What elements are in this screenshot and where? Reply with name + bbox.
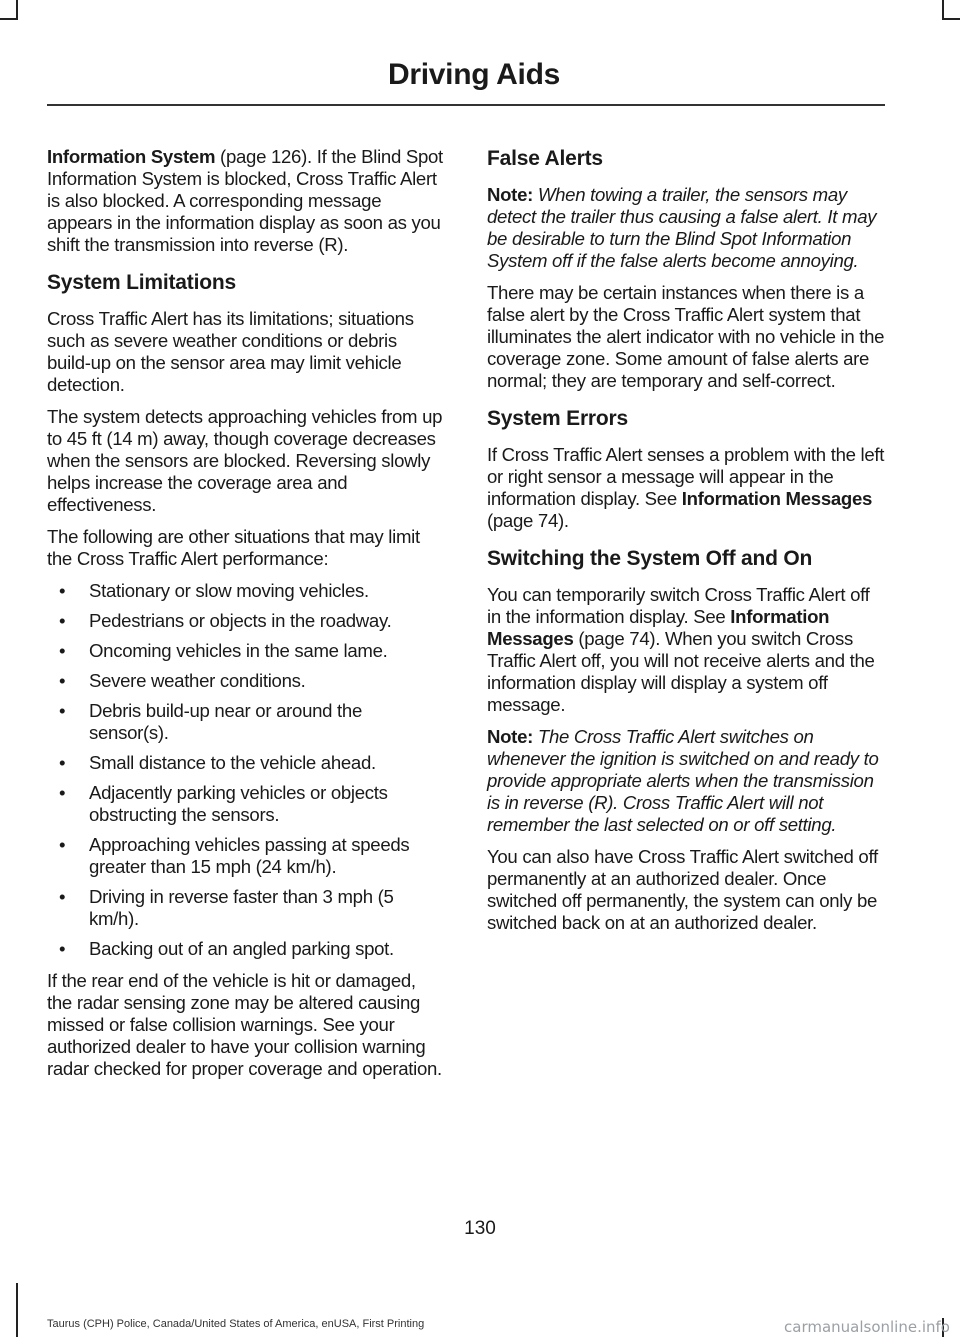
information-system-link[interactable]: Information System [47, 146, 216, 167]
list-item: • Pedestrians or objects in the roadway. [59, 610, 392, 631]
dealer-paragraph: You can also have Cross Traffic Alert switched off permanently at an authorized dealer. Once switched off permanently, the system can only be switched back on at an authorized dealer. [487, 846, 878, 933]
page-header-title: Driving Aids [388, 58, 560, 91]
limitations-paragraph: Cross Traffic Alert has its limitations; situations such as severe weather conditions or debris build-up on the sensor area may limit vehicle detection. [47, 308, 414, 395]
switching-paragraph: You can temporarily switch Cross Traffic Alert off in the information display. See Information Messages (page 74). When you switch Cross Traffic Alert off, you will not receive alerts and the information display will display a system off message. [487, 584, 875, 715]
information-messages-link[interactable]: Information Messages [487, 606, 830, 649]
right-column [487, 146, 885, 944]
crop-mark [16, 1283, 18, 1337]
other-situations-paragraph: The following are other situations that may limit the Cross Traffic Alert performance: [47, 526, 420, 569]
crop-mark [942, 0, 944, 20]
system-errors-paragraph: If Cross Traffic Alert senses a problem with the left or right sensor a message will appear in the information display. See Information Messages (page 74). [487, 444, 885, 531]
list-item: • Severe weather conditions. [59, 670, 306, 691]
crop-mark [942, 18, 960, 20]
list-item: • Driving in reverse faster than 3 mph (5 km/h). [59, 886, 394, 929]
list-item: • Oncoming vehicles in the same lame. [59, 640, 388, 661]
list-item: • Debris build-up near or around the sensor(s). [59, 700, 363, 743]
crop-mark [0, 18, 18, 20]
footer-text: Taurus (CPH) Police, Canada/United States of America, enUSA, First Printing [47, 1318, 425, 1330]
crop-mark [16, 0, 18, 20]
switching-heading: Switching the System Off and On [487, 547, 813, 570]
system-errors-heading: System Errors [487, 407, 628, 430]
page-number: 130 [464, 1218, 496, 1239]
left-column [47, 146, 445, 1090]
header-divider [47, 104, 885, 106]
false-alerts-heading: False Alerts [487, 147, 603, 170]
limitations-list [47, 580, 445, 960]
list-item: • Backing out of an angled parking spot. [59, 938, 394, 959]
false-alerts-note: Note: When towing a trailer, the sensors may detect the trailer thus causing a false alert. It may be desirable to turn the Blind Spot Information System off if the false alerts become annoying. [487, 184, 877, 271]
list-item: • Approaching vehicles passing at speeds greater than 15 mph (24 km/h). [59, 834, 410, 877]
list-item: • Stationary or slow moving vehicles. [59, 580, 369, 601]
intro-paragraph: Information System (page 126). If the Blind Spot Information System is blocked, Cross Traffic Alert is also blocked. A corresponding message appears in the information display as soon as you shift the transmission into reverse (R). [47, 146, 443, 255]
rear-damage-paragraph: If the rear end of the vehicle is hit or damaged, the radar sensing zone may be altered causing missed or false collision warnings. See your authorized dealer to have your collision warning radar checked for proper coverage and operation. [47, 970, 442, 1079]
watermark: carmanualsonline.info [784, 1318, 950, 1336]
list-item: • Small distance to the vehicle ahead. [59, 752, 376, 773]
switching-note: Note: The Cross Traffic Alert switches on whenever the ignition is switched on and ready to provide appropriate alerts when the transmission is in reverse (R). Cross Traffic Alert will not remember the last selected on or off setting. [487, 726, 879, 835]
system-limitations-heading: System Limitations [47, 271, 236, 294]
list-item: • Adjacently parking vehicles or objects obstructing the sensors. [59, 782, 388, 825]
information-messages-link[interactable]: Information Messages [681, 488, 873, 509]
false-alerts-paragraph: There may be certain instances when there is a false alert by the Cross Traffic Alert system that illuminates the alert indicator with no vehicle in the coverage zone. Some amount of false alerts are normal; they are temporary and self-correct. [487, 282, 885, 391]
detection-range-paragraph: The system detects approaching vehicles from up to 45 ft (14 m) away, though coverage decreases when the sensors are blocked. Reversing slowly helps increase the coverage area and effectiveness. [47, 406, 443, 515]
